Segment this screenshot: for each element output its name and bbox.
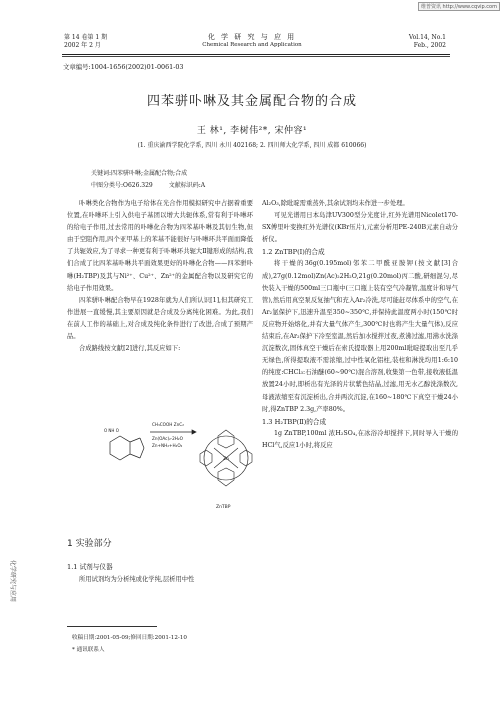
authors: 王 林¹, 李树伟²*, 宋仲容¹	[196, 126, 308, 136]
subsection-1-2-heading: 1.2 ZnTBP(Ⅰ)的合成	[262, 248, 325, 257]
reagent-mid: Zn(OAc)₂·2H₂O	[152, 436, 183, 441]
reaction-arrow	[150, 430, 196, 434]
footnote-rule	[67, 626, 157, 627]
intro-paragraph-1: 卟啉类化合物作为电子给体在光合作用模拟研究中占据着重要位置,在卟啉环上引入供电子基团以增大共轭体系,常有利于卟啉环的给电子作用,过去常用的卟啉化合物为四苯基卟啉及其衍生物,但由于空阻作用,四个亚甲基上的苯基不能很好与卟啉环共平面而降低了共轭效应,为了寻求一种更有利于卟啉环共轭大Ⅱ键形成的结构,我们合成了比四苯基卟啉共平面效果更好的卟啉化合物——四苯骈卟啉(H₂TBP)及其与Ni²⁺、Cu²⁺、Zn²⁺的金属配合物以及研究它的给电子作用效果。	[67, 200, 253, 292]
paper-title: 四苯骈卟啉及其金属配合物的合成	[146, 94, 357, 109]
subsection-1-1-heading: 1.1 试剂与仪器	[67, 563, 113, 571]
subsection-1-3-heading: 1.3 H₂TBP(Ⅱ)的合成	[262, 417, 327, 426]
subsection-1-1-text: 所用试剂均为分析纯或化学纯,层析用中性	[79, 576, 195, 583]
clc-number: 中图分类号:O626.329	[91, 182, 153, 189]
watermark[interactable]: 维普资讯 http://www.cqvip.com	[418, 2, 500, 11]
classification	[91, 180, 219, 189]
h2tbp-synthesis-text: 1g ZnTBP,100ml 浓H₂SO₄,在冰浴冷却搅拌下,同时导入干燥的HCl气,反应1小时,将反应	[262, 429, 458, 449]
continued-paragraph: Al₂O₃,除吡啶需重蒸外,其余试剂均未作进一步处理。	[262, 200, 409, 207]
reagent-top: CH₃COOH ZnC₂	[152, 422, 184, 427]
intro-paragraph-3: 合成路线按文献[2]进行,其反应如下:	[79, 345, 181, 353]
date-cn: 2002 年 2 月	[64, 42, 101, 49]
footnote-corresponding: * 通讯联系人	[72, 647, 105, 653]
zntbp-synthesis-text: 将干燥的36g(0.195mol)邻苯二甲酰亚胺钾(按文献[3]合成),27g(0.12mol)Zn(Ac)₂2H₂O,21g(0.20mol)丙二酸,研细混匀,尽快装入干燥的500ml三口瓶中(三口瓶上装有空气冷凝管,温度计和导气管),然后用真空泵反复抽气和充入Ar₂冷洗,尽可能赶尽体系中的空气,在Ar₂氩保护下,迅速升温至350~350℃,并保持此温度两小时(150℃时反应物开始熔化,并有大量气体产生,300℃时也将产生大量气体),反应结束后,在Ar₂保护下冷至室温,然后加水搅拌过夜,煮沸过滤,用沸水洗涤沉淀数次,固体真空干燥后在索氏提取器上用200ml吡啶提取出至几乎无绿色,所得提取液不需浓缩,过中性氧化铝柱,装柱和淋洗均用1:6:10的纯度:CHCl₃:石油醚(60~90℃)混合溶剂,收集第一色带,接收液低温放置24小时,即析出有光泽的片状紫色结晶,过滤,用无水乙醇洗涤数次,母液浓缩至有沉淀析出,合并两次沉淀,在160~180℃下真空干燥24小时,得ZnTBP 2.3g,产率80%。	[262, 260, 458, 413]
issue-cn: 第 14 卷第 1 期	[64, 34, 108, 41]
phthalimide-label: O NH O	[104, 428, 119, 433]
intro-paragraph-2: 四苯骈卟啉配合物早在1928年就为人们所认识[1],但其研究工作进展一直缓慢,其主要原因就是合成及分离纯化困难。为此,我们在前人工作的基础上,对合成及纯化条件进行了改进,合成了预期产品。	[67, 296, 253, 341]
affiliation: (1. 重庆渝西学院化学系, 四川 永川 402168; 2. 四川师大化学系, 四川 成都 610066)	[137, 142, 367, 149]
date-en: Feb., 2002	[413, 42, 446, 49]
phthalimide-structure	[110, 436, 144, 460]
metal-center-label: Zn	[223, 457, 229, 462]
article-number: 文章编号:1004-1656(2002)01-0061-03	[63, 63, 184, 71]
instrument-paragraph: 可见光谱用日本岛津UV300型分光度计,红外光谱用Nicolet170-SX傅里叶变换红外光谱仪(KBr压片),元素分析用PE-240B元素自动分析仪。	[262, 212, 458, 244]
journal-en: Chemical Research and Application	[202, 42, 302, 48]
header-rule	[62, 54, 450, 55]
section-1-heading: 1 实验部分	[67, 539, 112, 549]
reagent-bot: Zn+NH₂+H₂O₂	[152, 443, 183, 448]
footnote-received: 收稿日期:2001-05-09;修回日期:2001-12-10	[72, 635, 187, 641]
zntbp-label: ZnTBP	[216, 505, 231, 510]
right-column	[262, 198, 458, 452]
left-column	[67, 198, 253, 355]
journal-cn: 化 学 研 究 与 应 用	[207, 33, 297, 41]
header-right	[409, 34, 446, 50]
header-rule-thin	[62, 56, 450, 57]
reaction-scheme	[96, 396, 256, 514]
side-margin-text: 化学研究与应用	[9, 560, 16, 603]
vol-en: Vol.14, No.1	[408, 34, 446, 41]
keywords: 关键词:四苯骈卟啉;金属配合物;合成	[91, 170, 188, 177]
document-code: 文献标识码:A	[168, 182, 206, 189]
